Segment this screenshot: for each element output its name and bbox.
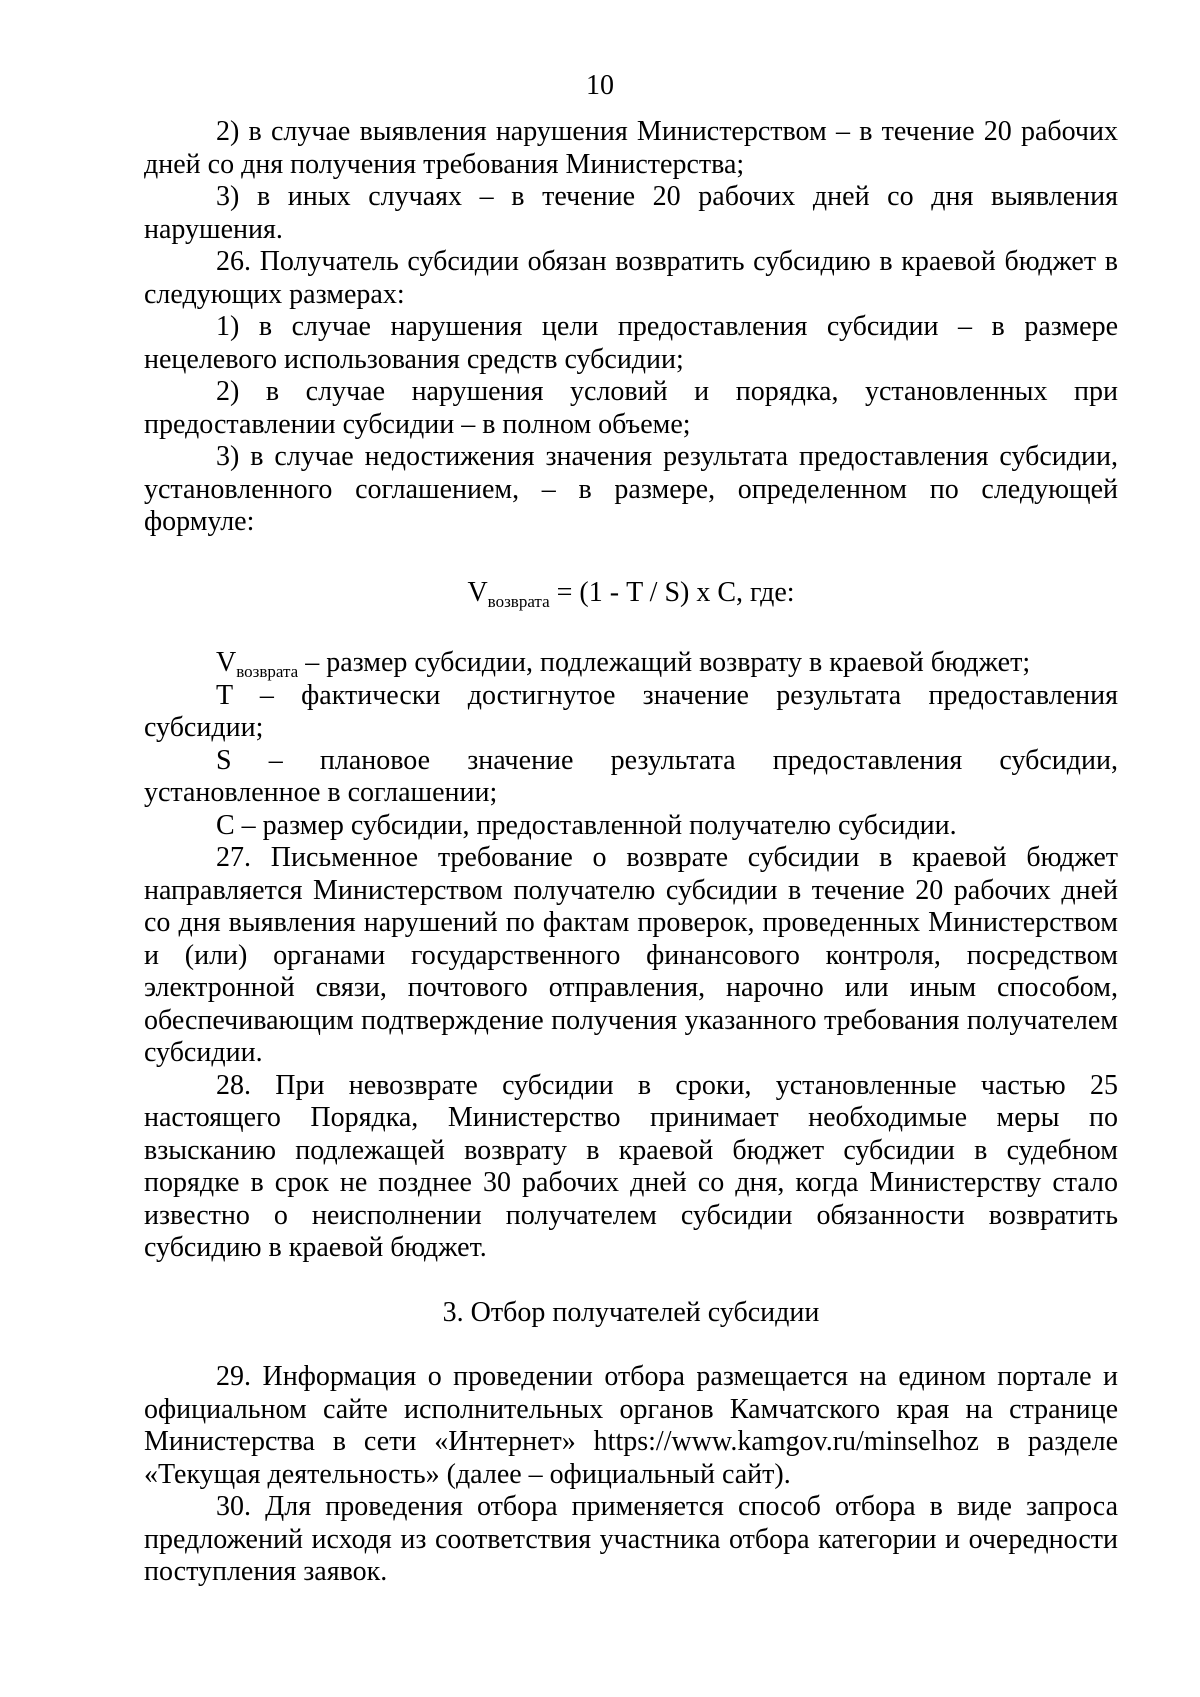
paragraph-26: 26. Получатель субсидии обязан возвратить субсидию в краевой бюджет в следующих размерах: <box>144 246 1118 310</box>
definition-v-subscript: возврата <box>236 662 299 681</box>
paragraph-29: 29. Информация о проведении отбора размещается на едином портале и официальном сайте исполнительных органов Камчатского края на странице Министерства в сети «Интернет» https://www.kamgov.ru/minselhoz в разделе «Текущая деятельность» (далее – официальный сайт). <box>144 1361 1118 1490</box>
paragraph-26-3: 3) в случае недостижения значения результата предоставления субсидии, установленного соглашением, – в размере, определенном по следующей формуле: <box>144 441 1118 537</box>
paragraph-26-1: 1) в случае нарушения цели предоставления субсидии – в размере нецелевого использования средств субсидии; <box>144 311 1118 375</box>
paragraph-27: 27. Письменное требование о возврате субсидии в краевой бюджет направляется Министерством получателю субсидии в течение 20 рабочих дней со дня выявления нарушений по фактам проверок, проведенных Министерством и (или) органами государственного финансового контроля, посредством электронной связи, почтового отправления, нарочно или иным способом, обеспечивающим подтверждение получения указанного требования получателем субсидии. <box>144 842 1118 1068</box>
page-number: 10 <box>586 70 614 101</box>
definition-c: C – размер субсидии, предоставленной получателю субсидии. <box>216 809 957 841</box>
refund-formula <box>144 577 1118 610</box>
formula-rhs: = (1 - T / S) x C, где: <box>549 576 795 608</box>
formula-lhs-subscript: возврата <box>487 591 550 611</box>
document-body <box>144 116 1118 1589</box>
definition-s: S – плановое значение результата предоставления субсидии, установленное в соглашении; <box>144 744 1118 808</box>
paragraph-25-3: 3) в иных случаях – в течение 20 рабочих дней со дня выявления нарушения. <box>144 181 1118 245</box>
definition-t: T – фактически достигнутое значение результата предоставления субсидии; <box>144 679 1118 743</box>
formula-lhs: V <box>467 576 488 608</box>
section-heading: 3. Отбор получателей субсидии <box>442 1296 820 1328</box>
definition-v-text: – размер субсидии, подлежащий возврату в краевой бюджет; <box>298 647 1031 678</box>
paragraph-25-2: 2) в случае выявления нарушения Министерством – в течение 20 рабочих дней со дня получения требования Министерства; <box>144 116 1118 180</box>
paragraph-26-2: 2) в случае нарушения условий и порядка, установленных при предоставлении субсидии – в полном объеме; <box>144 376 1118 440</box>
definition-v-symbol: V <box>216 647 237 678</box>
paragraph-28: 28. При невозврате субсидии в сроки, установленные частью 25 настоящего Порядка, Министерство принимает необходимые меры по взысканию подлежащей возврату в краевой бюджет субсидии в судебном порядке в срок не позднее 30 рабочих дней со дня, когда Министерству стало известно о неисполнении получателем субсидии обязанности возвратить субсидию в краевой бюджет. <box>144 1069 1118 1263</box>
paragraph-30: 30. Для проведения отбора применяется способ отбора в виде запроса предложений исходя из соответствия участника отбора категории и очередности поступления заявок. <box>144 1491 1118 1587</box>
definition-v <box>144 647 1118 680</box>
